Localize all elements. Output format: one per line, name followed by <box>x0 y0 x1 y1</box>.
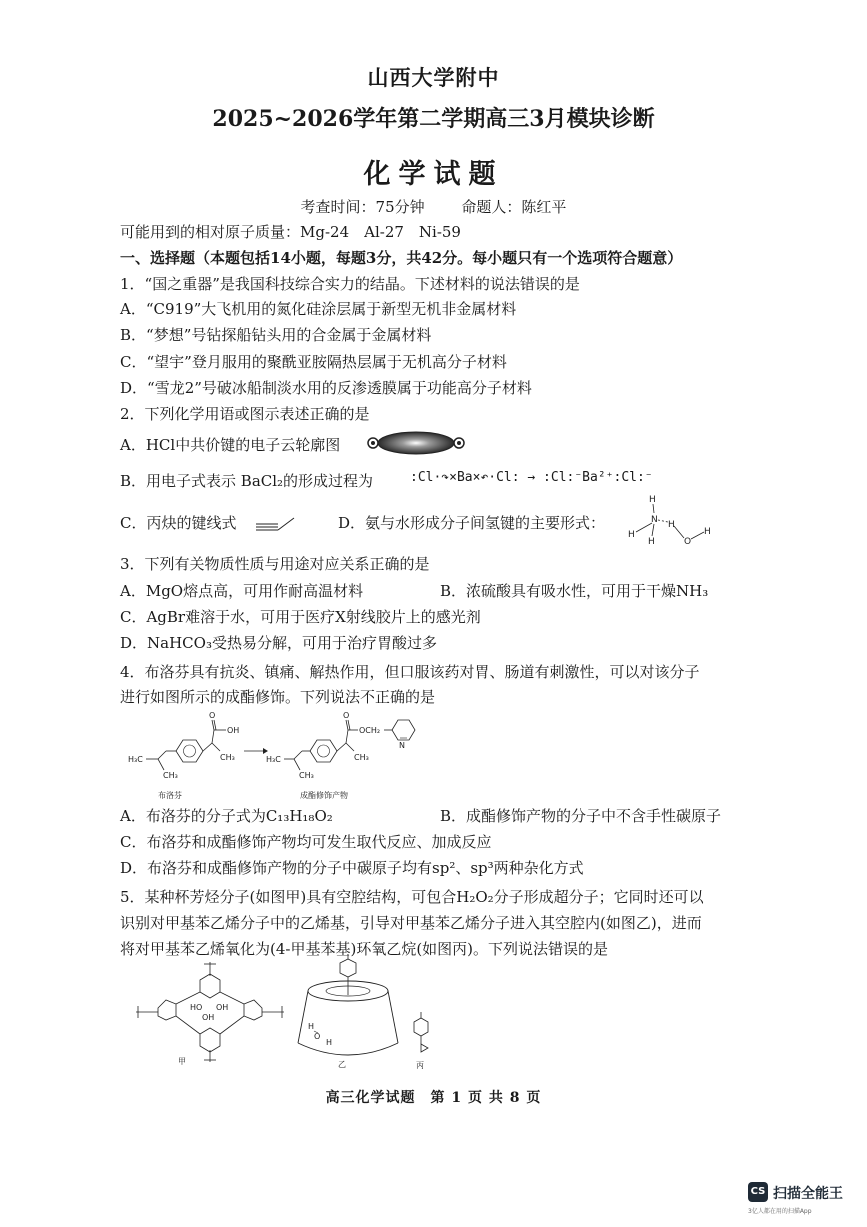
figure-label-jia: 甲 <box>178 1057 186 1066</box>
svg-text:OH: OH <box>216 1003 229 1012</box>
section-heading: 一、选择题（本题包括14小题，每题3分，共42分。每小题只有一个选项符合题意） <box>120 249 683 267</box>
hb-atom-n: N <box>651 515 658 525</box>
q5-stem-line2: 识别对甲基苯乙烯分子中的乙烯基，引导对甲基苯乙烯分子进入其空腔内(如图乙)，进而 <box>120 914 702 932</box>
q4-option-c: C．布洛芬和成酯修饰产物均可发生取代反应、加成反应 <box>120 833 492 851</box>
scanner-logo-icon: CS <box>748 1182 768 1202</box>
scanner-watermark <box>748 1182 852 1218</box>
exam-author: 命题人：陈红平 <box>461 198 567 216</box>
q2-option-a: A．HCl中共价键的电子云轮廓图 <box>120 436 341 454</box>
q4-option-b: B．成酯修饰产物的分子中不含手性碳原子 <box>440 807 722 825</box>
pyridine-ring <box>392 720 415 740</box>
q2-option-b: B．用电子式表示 BaCl₂的形成过程为 <box>120 472 374 490</box>
ibuprofen-caption: 布洛芬 <box>158 791 182 800</box>
page-footer: 高三化学试题 第 1 页 共 8 页 <box>325 1090 542 1106</box>
epoxide-figure-bing <box>406 1012 436 1072</box>
q1-stem: 1．“国之重器”是我国科技综合实力的结晶。下述材料的说法错误的是 <box>120 275 580 293</box>
exam-meta <box>0 196 867 217</box>
q1-option-c: C．“望宇”登月服用的聚酰亚胺隔热层属于无机高分子材料 <box>120 353 507 371</box>
svg-text:H: H <box>308 1022 315 1031</box>
svg-text:HO: HO <box>190 1003 203 1012</box>
ibu-label-ch3: CH₃ <box>163 771 178 780</box>
prod-label-h3c: H₃C <box>266 755 281 764</box>
prod-label-o: O <box>343 711 350 720</box>
calixarene-figure-jia <box>130 958 290 1068</box>
hb-atom-h3: H <box>648 537 655 547</box>
q1-option-a: A．“C919”大飞机用的氮化硅涂层属于新型无机非金属材料 <box>120 300 517 318</box>
q2-option-c: C．丙炔的键线式 <box>120 514 237 532</box>
scanner-app-name: 扫描全能王 <box>773 1186 843 1202</box>
prod-label-och2: OCH₂ <box>359 726 381 735</box>
ibu-label-oh: OH <box>227 726 240 735</box>
q5-stem-line3: 将对甲基苯乙烯氧化为(4-甲基苯基)环氧乙烷(如图丙)。下列说法错误的是 <box>120 940 609 958</box>
hb-atom-h2: H <box>628 530 635 540</box>
hydrogen-bond-figure <box>624 492 714 552</box>
q4-row-ab <box>120 805 760 826</box>
propyne-line-formula <box>256 516 296 532</box>
q4-option-a: A．布洛芬的分子式为C₁₃H₁₈O₂ <box>120 807 333 825</box>
q3-option-b: B．浓硫酸具有吸水性，可用于干燥NH₃ <box>440 582 709 600</box>
figure-label-yi: 乙 <box>338 1060 346 1069</box>
hb-atom-o: O <box>684 537 692 547</box>
scanner-tagline: 3亿人都在用的扫描App <box>748 1208 812 1215</box>
atomic-masses: 可能用到的相对原子质量：Mg-24 Al-27 Ni-59 <box>120 223 461 241</box>
q2-option-d: D．氨与水形成分子间氢键的主要形式： <box>338 514 606 532</box>
ibu-benzene-ring <box>176 740 203 762</box>
q3-stem: 3．下列有关物质性质与用途对应关系正确的是 <box>120 555 430 573</box>
hb-atom-h4: H <box>668 520 675 530</box>
ibu-label-ch3-2: CH₃ <box>220 753 235 762</box>
q1-option-b: B．“梦想”号钻探船钻头用的合金属于金属材料 <box>120 326 432 344</box>
q3-option-a: A．MgO熔点高，可用作耐高温材料 <box>120 582 364 600</box>
exam-time: 考查时间：75分钟 <box>300 198 425 216</box>
figure-label-bing: 丙 <box>416 1061 424 1070</box>
electron-cloud-figure <box>366 430 466 456</box>
q4-stem-line1: 4．布洛芬具有抗炎、镇痛、解热作用，但口服该药对胃、肠道有刺激性，可以对该分子 <box>120 663 700 681</box>
q3-row-ab <box>120 580 760 601</box>
ibuprofen-esterification-figure <box>128 710 428 805</box>
prod-label-ch3: CH₃ <box>299 771 314 780</box>
subject-title: 化学试题 <box>363 159 504 190</box>
product-caption: 成酯修饰产物 <box>300 791 348 800</box>
hb-atom-h1: H <box>649 495 656 505</box>
hb-atom-h5: H <box>704 527 711 537</box>
prod-label-n: N <box>399 741 405 750</box>
q3-option-c: C．AgBr难溶于水，可用于医疗X射线胶片上的感光剂 <box>120 608 481 626</box>
svg-text:OH: OH <box>202 1013 215 1022</box>
ibu-label-h3c: H₃C <box>128 755 143 764</box>
prod-benzene-ring <box>310 740 337 762</box>
q4-option-d: D．布洛芬和成酯修饰产物的分子中碳原子均有sp²、sp³两种杂化方式 <box>120 859 584 877</box>
prod-label-ch3-2: CH₃ <box>354 753 369 762</box>
bacl2-formation: :Cl·↷×Ba×↶·Cl: → :Cl:⁻Ba²⁺:Cl:⁻ <box>410 470 653 485</box>
q5-stem-line1: 5．某种杯芳烃分子(如图甲)具有空腔结构，可包合H₂O₂分子形成超分子；它同时还可以 <box>120 888 704 906</box>
exam-title: 2025~2026学年第二学期高三3月模块诊断 <box>212 106 655 132</box>
q2-stem: 2．下列化学用语或图示表述正确的是 <box>120 405 370 423</box>
svg-text:O: O <box>314 1032 321 1041</box>
q4-stem-line2: 进行如图所示的成酯修饰。下列说法不正确的是 <box>120 688 436 706</box>
ibu-label-o: O <box>209 711 216 720</box>
q3-option-d: D．NaHCO₃受热易分解，可用于治疗胃酸过多 <box>120 634 437 652</box>
svg-text:H: H <box>326 1038 333 1047</box>
school-name: 山西大学附中 <box>367 65 500 90</box>
host-guest-figure-yi <box>292 955 402 1070</box>
q1-option-d: D．“雪龙2”号破冰船制淡水用的反渗透膜属于功能高分子材料 <box>120 379 532 397</box>
